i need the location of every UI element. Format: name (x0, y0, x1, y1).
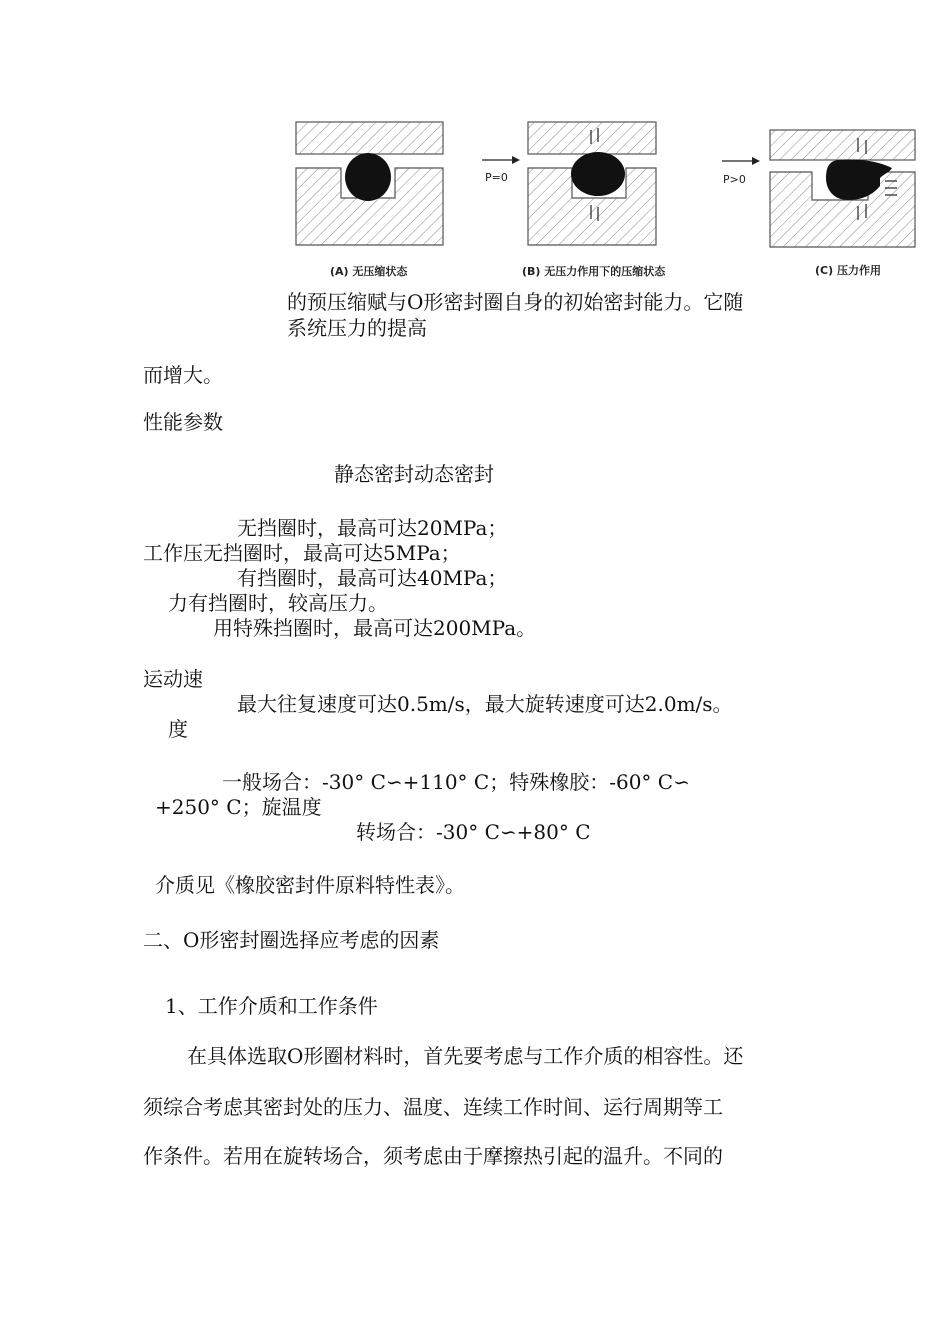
pressure-row: 力有挡圈时，较高压力。 (168, 591, 388, 615)
pressure-row: 无挡圈时，最高可达20MPa； (237, 516, 508, 540)
caption-a: (A) 无压缩状态 (330, 265, 408, 278)
text-line: 的预压缩赋与O形密封圈自身的初始密封能力。它随 (287, 290, 744, 314)
temperature-row: 一般场合：-30° C∽+110° C；特殊橡胶：-60° C∽ (222, 770, 690, 794)
panel-a-uncompressed (296, 122, 443, 245)
speed-label: 运动速 (143, 667, 203, 691)
caption-c: (C) 压力作用 (815, 264, 881, 277)
o-ring-b (571, 152, 625, 196)
paragraph-line: 须综合考虑其密封处的压力、温度、连续工作时间、运行周期等工 (143, 1095, 723, 1119)
o-ring-diagram (0, 0, 950, 290)
caption-b: (B) 无压力作用下的压缩状态 (522, 265, 666, 278)
pressure-row: 有挡圈时，最高可达40MPa； (237, 566, 508, 590)
subsection-heading: 1、工作介质和工作条件 (165, 994, 378, 1018)
temperature-row: +250° C；旋温度 (155, 795, 322, 819)
paragraph-line: 作条件。若用在旋转场合，须考虑由于摩擦热引起的温升。不同的 (143, 1144, 723, 1168)
section-heading: 二、O形密封圈选择应考虑的因素 (143, 928, 440, 952)
text-line: 系统压力的提高 (287, 316, 427, 340)
panel-c-pressure (770, 130, 915, 247)
pressure-row: 用特殊挡圈时，最高可达200MPa。 (213, 616, 537, 640)
speed-label-cont: 度 (168, 717, 188, 741)
table-header: 静态密封动态密封 (334, 462, 494, 486)
text-line: 而增大。 (143, 363, 223, 387)
paragraph-line: 在具体选取O形圈材料时，首先要考虑与工作介质的相容性。还 (187, 1044, 744, 1068)
panel-b-compressed (528, 122, 656, 245)
pressure-label-positive: P>0 (723, 173, 746, 186)
speed-value: 最大往复速度可达0.5m/s，最大旋转速度可达2.0m/s。 (237, 692, 733, 716)
pressure-row: 工作压无挡圈时，最高可达5MPa； (143, 541, 461, 565)
section-title-performance: 性能参数 (143, 410, 223, 434)
temperature-row: 转场合：-30° C∽+80° C (356, 820, 591, 844)
o-ring-a (345, 153, 391, 201)
pressure-label-zero: P=0 (485, 171, 508, 184)
medium-row: 介质见《橡胶密封件原料特性表》。 (155, 873, 465, 897)
